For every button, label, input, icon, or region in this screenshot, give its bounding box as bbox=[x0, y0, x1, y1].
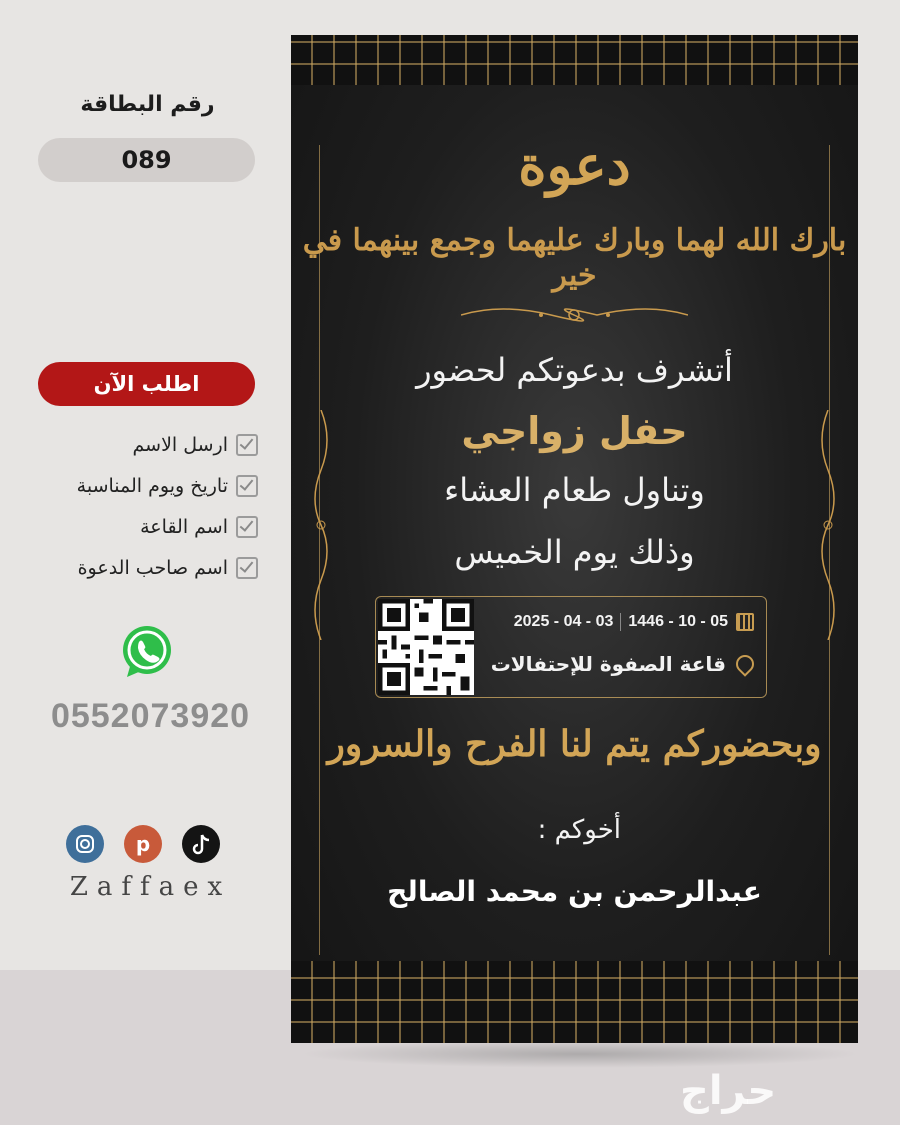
date-separator bbox=[620, 613, 621, 631]
invite-line-day: وذلك يوم الخميس bbox=[454, 533, 695, 571]
step-text: تاريخ ويوم المناسبة bbox=[76, 474, 228, 497]
invite-line-1: أتشرف بدعوتكم لحضور bbox=[416, 351, 733, 389]
checkbox-icon bbox=[236, 434, 258, 456]
hijri-date: 1446 - 10 - 05 bbox=[628, 613, 728, 630]
list-item bbox=[30, 506, 258, 547]
top-pattern-band bbox=[291, 35, 858, 85]
list-item bbox=[30, 465, 258, 506]
calendar-icon bbox=[736, 613, 754, 631]
event-venue bbox=[484, 652, 754, 676]
right-ornament bbox=[816, 410, 840, 640]
blessing-text: بارك الله لهما وبارك عليهما وجمع بينهما في خير bbox=[302, 223, 847, 293]
closing-phrase: وبحضوركم يتم لنا الفرح والسرور bbox=[327, 723, 822, 765]
bottom-pattern-band bbox=[291, 961, 858, 1043]
venue-name: قاعة الصفوة للإحتفالات bbox=[490, 652, 726, 676]
step-text: ارسل الاسم bbox=[132, 433, 228, 456]
list-item bbox=[30, 547, 258, 588]
card-shadow bbox=[300, 1040, 860, 1068]
event-dates bbox=[484, 613, 754, 631]
ornament-divider bbox=[461, 303, 688, 327]
step-text: اسم القاعة bbox=[140, 515, 228, 538]
tiktok-icon[interactable] bbox=[182, 825, 220, 863]
invitation-card bbox=[291, 35, 858, 1043]
whatsapp-icon[interactable] bbox=[117, 623, 175, 681]
step-text: اسم صاحب الدعوة bbox=[77, 556, 228, 579]
left-ornament bbox=[309, 410, 333, 640]
checkbox-icon bbox=[236, 475, 258, 497]
checkbox-icon bbox=[236, 516, 258, 538]
pinterest-icon[interactable] bbox=[124, 825, 162, 863]
invite-line-wedding: حفل زواجي bbox=[461, 409, 688, 453]
event-info-box bbox=[375, 596, 767, 698]
card-number-label: رقم البطاقة bbox=[80, 92, 215, 117]
phone-number[interactable]: 0552073920 bbox=[50, 697, 251, 735]
watermark: حراج bbox=[680, 1068, 777, 1114]
from-label: أخوكم : bbox=[537, 815, 621, 845]
brand-name: Zaffaex bbox=[69, 872, 232, 902]
invite-line-dinner: وتناول طعام العشاء bbox=[444, 471, 705, 509]
order-steps-list bbox=[30, 424, 258, 588]
checkbox-icon bbox=[236, 557, 258, 579]
svg-text:p: p bbox=[135, 832, 151, 856]
list-item bbox=[30, 424, 258, 465]
card-number-value: 089 bbox=[38, 138, 255, 182]
location-pin-icon bbox=[732, 651, 757, 676]
social-icons bbox=[66, 825, 220, 863]
host-name: عبدالرحمن بن محمد الصالح bbox=[387, 875, 762, 908]
invitation-heading: دعوة bbox=[518, 133, 631, 197]
qr-code[interactable] bbox=[378, 599, 474, 695]
instagram-icon[interactable] bbox=[66, 825, 104, 863]
gregorian-date: 2025 - 04 - 03 bbox=[513, 613, 614, 630]
order-now-button[interactable]: اطلب الآن bbox=[38, 362, 255, 406]
